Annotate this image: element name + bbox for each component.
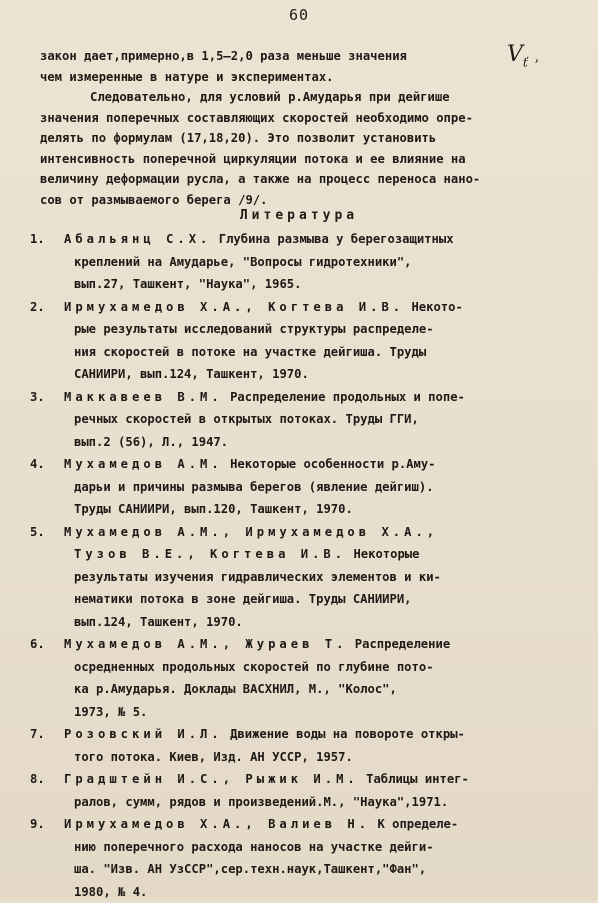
reference-author: Маккавеев В.М. — [64, 390, 223, 404]
reference-author: Мухамедов А.М. — [64, 457, 223, 471]
reference-number: 7. — [30, 723, 64, 746]
reference-continuation: нию поперечного расхода наносов на участке дейги- — [30, 836, 580, 859]
reference-author: Розовский И.Л. — [64, 727, 223, 741]
text-line: закон дает,примерно,в 1,5–2,0 раза меньше значения — [40, 46, 560, 67]
reference-title-start: Таблицы интег- — [359, 772, 469, 786]
reference-number: 9. — [30, 813, 64, 836]
reference-title-start: Распределение продольных и попе- — [223, 390, 465, 404]
reference-title-start: Некоторые особенности р.Аму- — [223, 457, 436, 471]
text-line: сов от размываемого берега /9/. — [40, 190, 560, 211]
reference-continuation: вып.2 (56), Л., 1947. — [30, 431, 580, 454]
literature-heading: Литература — [0, 208, 598, 223]
reference-item — [30, 228, 580, 296]
reference-continuation: результаты изучения гидравлических элементов и ки- — [30, 566, 580, 589]
text-line: интенсивность поперечной циркуляции потока и ее влияние на — [40, 149, 560, 170]
reference-item — [30, 813, 580, 903]
reference-title-start: Распределение — [347, 637, 450, 651]
reference-first-line — [30, 228, 580, 251]
body-text — [40, 46, 560, 210]
text-line: делять по формулам (17,18,20). Это позволит установить — [40, 128, 560, 149]
reference-first-line — [30, 633, 580, 656]
reference-continuation: вып.124, Ташкент, 1970. — [30, 611, 580, 634]
reference-continuation: того потока. Киев, Изд. АН УССР, 1957. — [30, 746, 580, 769]
page-number: 60 — [0, 6, 598, 24]
reference-number: 8. — [30, 768, 64, 791]
text-line: Следовательно, для условий р.Амударья при дейгише — [40, 87, 560, 108]
reference-item — [30, 633, 580, 723]
reference-item — [30, 453, 580, 521]
reference-author: Абальянц С.Х. — [64, 232, 211, 246]
reference-title-start: Некоторые — [346, 547, 419, 561]
reference-first-line — [30, 296, 580, 319]
reference-item — [30, 296, 580, 386]
reference-continuation: креплений на Амударье, "Вопросы гидротехники", — [30, 251, 580, 274]
reference-continuation: рые результаты исследований структуры распределе- — [30, 318, 580, 341]
text-line: величину деформации русла, а также на процесс переноса нано- — [40, 169, 560, 190]
reference-author: Мухамедов А.М., Жураев Т. — [64, 637, 347, 651]
reference-continuation: речных скоростей в открытых потоках. Труды ГГИ, — [30, 408, 580, 431]
reference-author: Градштейн И.С., Рыжик И.М. — [64, 772, 359, 786]
reference-first-line — [30, 453, 580, 476]
text-line: значения поперечных составляющих скоростей необходимо опре- — [40, 108, 560, 129]
reference-title-start: Некото- — [404, 300, 463, 314]
reference-first-line — [30, 723, 580, 746]
reference-first-line — [30, 813, 580, 836]
reference-number: 6. — [30, 633, 64, 656]
reference-number: 5. — [30, 521, 64, 544]
reference-continuation — [30, 543, 580, 566]
reference-continuation: нематики потока в зоне дейгиша. Труды САНИИРИ, — [30, 588, 580, 611]
reference-first-line — [30, 768, 580, 791]
reference-continuation: Труды САНИИРИ, вып.120, Ташкент, 1970. — [30, 498, 580, 521]
reference-title-start: Движение воды на повороте откры- — [223, 727, 465, 741]
reference-number: 1. — [30, 228, 64, 251]
reference-author: Ирмухамедов Х.А., Когтева И.В. — [64, 300, 404, 314]
reference-first-line — [30, 521, 580, 544]
reference-continuation: САНИИРИ, вып.124, Ташкент, 1970. — [30, 363, 580, 386]
reference-continuation: дарьи и причины размыва берегов (явление дейгиш). — [30, 476, 580, 499]
reference-first-line — [30, 386, 580, 409]
reference-author: Тузов В.Е., Когтева И.В. — [74, 547, 346, 561]
reference-list — [30, 228, 580, 903]
reference-author: Мухамедов А.М., Ирмухамедов Х.А., — [64, 525, 438, 539]
reference-item — [30, 386, 580, 454]
reference-item — [30, 768, 580, 813]
reference-continuation: 1973, № 5. — [30, 701, 580, 724]
formula-symbol: V — [507, 42, 523, 67]
reference-continuation: ния скоростей в потоке на участке дейгиша. Труды — [30, 341, 580, 364]
reference-continuation: ка р.Амударья. Доклады ВАСХНИЛ, М., "Колос", — [30, 678, 580, 701]
formula-subscript: ť — [523, 55, 528, 69]
reference-continuation: ша. "Изв. АН УзССР",сер.техн.наук,Ташкент,"Фан", — [30, 858, 580, 881]
reference-continuation: вып.27, Ташкент, "Наука", 1965. — [30, 273, 580, 296]
reference-title-start: К определе- — [370, 817, 458, 831]
reference-item — [30, 723, 580, 768]
reference-number: 2. — [30, 296, 64, 319]
reference-item — [30, 521, 580, 634]
reference-number: 3. — [30, 386, 64, 409]
reference-author: Ирмухамедов Х.А., Валиев Н. — [64, 817, 370, 831]
formula-comma: , — [535, 49, 539, 65]
reference-number: 4. — [30, 453, 64, 476]
reference-title-start: Глубина размыва у берегозащитных — [211, 232, 453, 246]
reference-continuation: ралов, сумм, рядов и произведений.М., "Наука",1971. — [30, 791, 580, 814]
text-line: чем измеренные в натуре и экспериментах. — [40, 67, 560, 88]
reference-continuation: 1980, № 4. — [30, 881, 580, 903]
reference-continuation: осредненных продольных скоростей по глубине пото- — [30, 656, 580, 679]
